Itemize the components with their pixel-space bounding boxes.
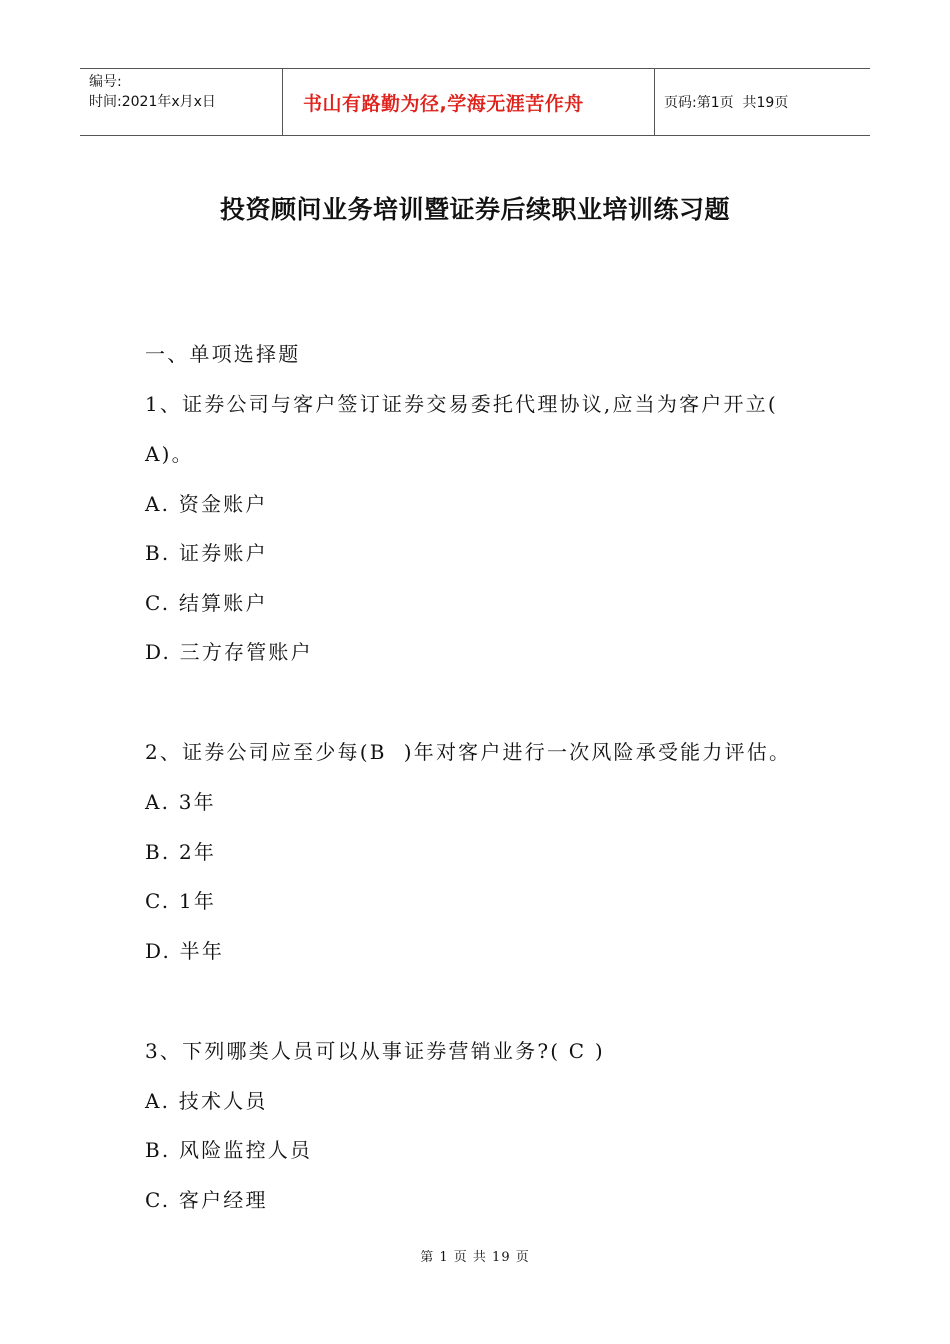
question-2-option-b: B. 2年	[145, 840, 217, 864]
section-heading: 一、单项选择题	[145, 342, 301, 366]
question-2-option-c: C. 1年	[145, 889, 217, 913]
question-3-stem: 3、下列哪类人员可以从事证券营销业务?( C )	[145, 1039, 605, 1063]
header-page-cell	[655, 69, 870, 135]
question-2-option-a: A. 3年	[145, 790, 216, 814]
header-meta	[80, 69, 282, 135]
question-1-option-d: D. 三方存管账户	[145, 640, 313, 664]
page-footer: 第 1 页 共 19 页	[420, 1250, 530, 1265]
header-table	[80, 68, 870, 136]
document-title: 投资顾问业务培训暨证券后续职业培训练习题	[219, 195, 730, 224]
question-2-stem: 2、证券公司应至少每(B )年对客户进行一次风险承受能力评估。	[145, 740, 792, 764]
question-3-option-c: C. 客户经理	[145, 1188, 268, 1212]
question-1-option-c: C. 结算账户	[145, 591, 268, 615]
question-1-option-a: A. 资金账户	[145, 492, 268, 516]
date-label: 时间:2021年x月x日	[89, 94, 216, 110]
page-info: 页码:第1页 共19页	[664, 95, 789, 111]
question-2-option-d: D. 半年	[145, 939, 225, 963]
question-3-option-a: A. 技术人员	[145, 1089, 268, 1113]
question-1-stem: 1、证券公司与客户签订证券交易委托代理协议,应当为客户开立(	[145, 392, 778, 416]
header-motto-cell	[282, 69, 655, 135]
question-1-stem-cont: A)。	[145, 442, 194, 466]
motto-text: 书山有路勤为径,学海无涯苦作舟	[303, 92, 584, 115]
question-3-option-b: B. 风险监控人员	[145, 1138, 313, 1162]
question-1-option-b: B. 证券账户	[145, 541, 268, 565]
number-label: 编号:	[89, 74, 122, 90]
